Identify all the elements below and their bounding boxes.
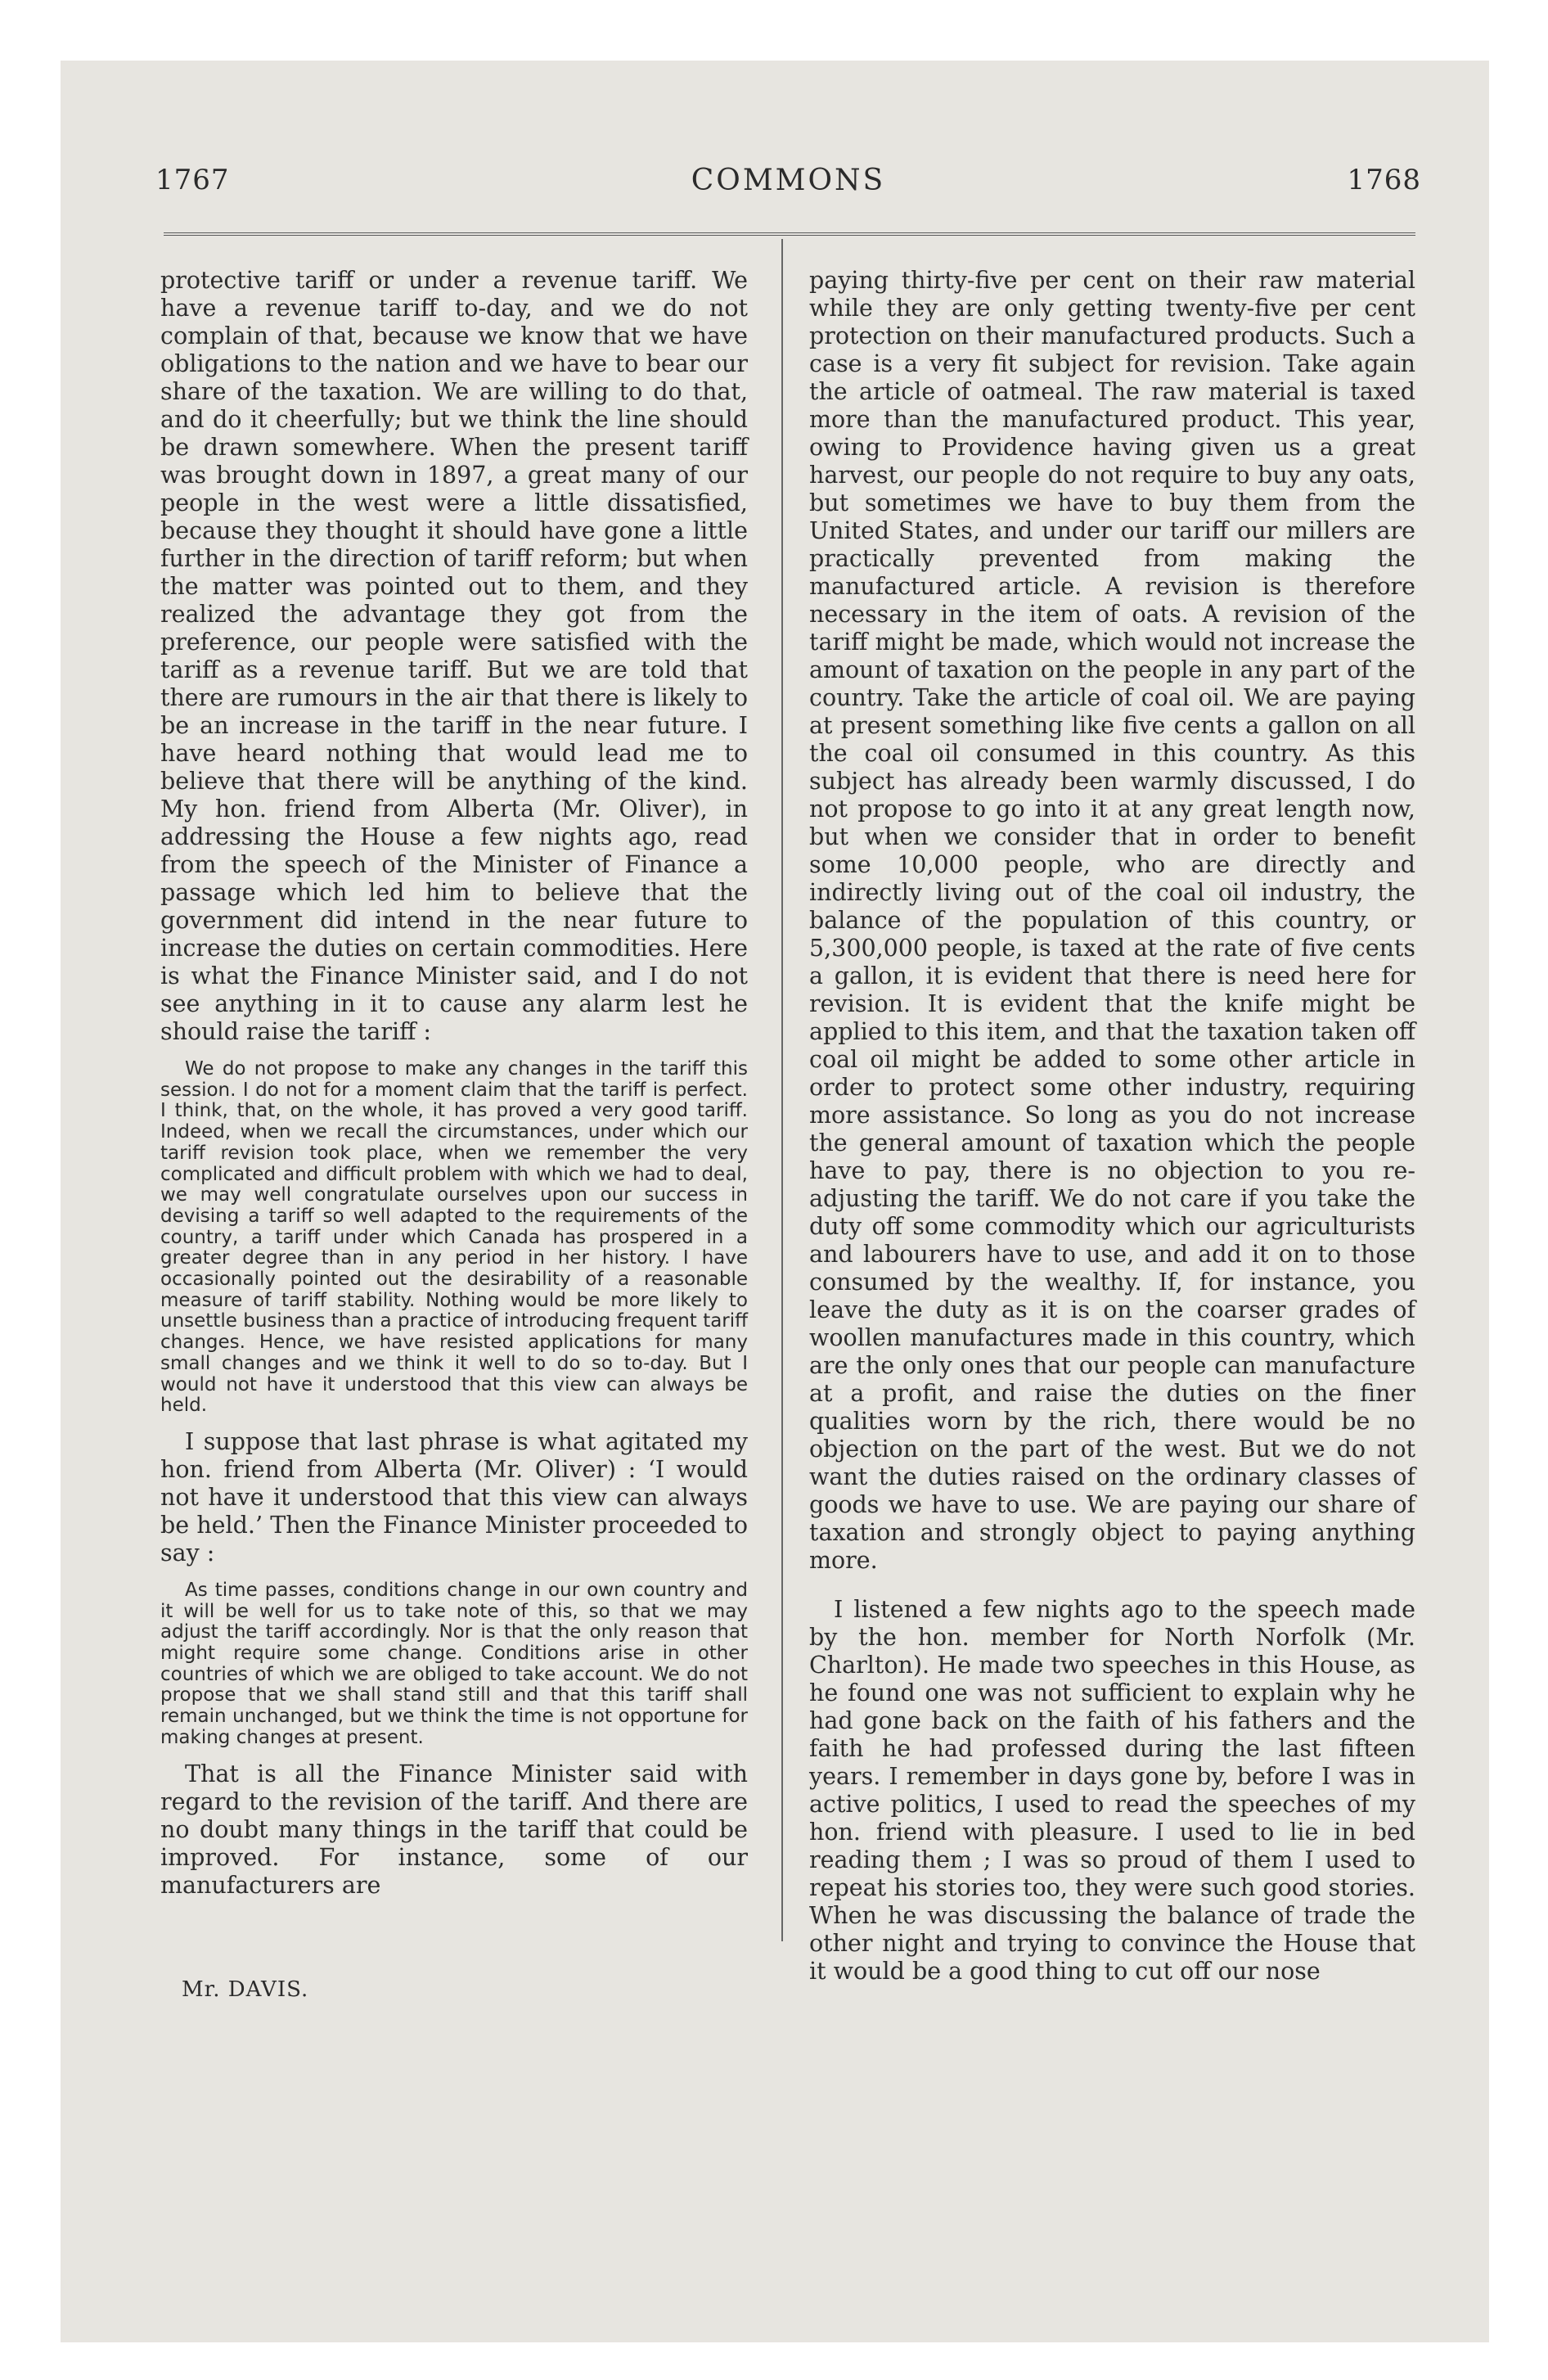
header-rule [164,232,1415,236]
left-paragraph-3: That is all the Finance Minister said with regard to the revision of the tariff. And there are no doubt many things in the tariff that could be improved. For instance, some of our manufacturers are [160,1760,748,1899]
page-number-right: 1768 [1347,164,1421,196]
left-paragraph-1: protective tariff or under a revenue tariff. We have a revenue tariff to-day, and we do not complain of that, because we know that we have obligations to the nation and we have to bear our share of the taxation. We are willing to do that, and do it cheerfully; but we think the line should be drawn somewhere. When the present tariff was brought down in 1897, a great many of our people in the west were a little dissatisfied, because they thought it should have gone a little further in the direction of tariff reform; but when the matter was pointed out to them, and they realized the advantage they got from the preference, our people were satisfied with the tariff as a revenue tariff. But we are told that there are rumours in the air that there is likely to be an increase in the tariff in the near future. I have heard nothing that would lead me to believe that there will be anything of the kind. My hon. friend from Alberta (Mr. Oliver), in addressing the House a few nights ago, read from the speech of the Minister of Finance a passage which led him to believe that the government did intend in the near future to increase the duties on certain commodities. Here is what the Finance Minister said, and I do not see anything in it to cause any alarm lest he should raise the tariff : [160,267,748,1045]
column-divider [781,239,783,1941]
left-column [160,267,748,1977]
page-header [155,164,1421,213]
right-column [809,267,1415,1985]
left-quote-2: As time passes, conditions change in our own country and it will be well for us to take note of this, so that we may adjust the tariff accordingly. Nor is that the only reason that might require some change. Conditions arise in other countries of which we are obliged to take account. We do not propose that we shall stand still and that this tariff shall remain unchanged, but we think the time is not opportune for making changes at present. [160,1579,748,1748]
left-paragraph-2: I suppose that last phrase is what agitated my hon. friend from Alberta (Mr. Oliver) : ‘I would not have it understood that this view can always be held.’ Then the Finance Minister proceeded to say : [160,1427,748,1566]
speaker-footer: Mr. DAVIS. [182,1977,309,2002]
right-paragraph-1: paying thirty-five per cent on their raw material while they are only getting twenty-five per cent protection on their manufactured products. Such a case is a very fit subject for revision. Take again the article of oatmeal. The raw material is taxed more than the manufactured product. This year, owing to Providence having given us a great harvest, our people do not require to buy any oats, but sometimes we have to buy them from the United States, and under our tariff our millers are practically prevented from making the manufactured article. A revision is therefore necessary in the item of oats. A revision of the tariff might be made, which would not increase the amount of taxation on the people in any part of the country. Take the article of coal oil. We are paying at present something like five cents a gallon on all the coal oil consumed in this country. As this subject has already been warmly discussed, I do not propose to go into it at any great length now, but when we consider that in order to benefit some 10,000 people, who are directly and indirectly living out of the coal oil industry, the balance of the population of this country, or 5,300,000 people, is taxed at the rate of five cents a gallon, it is evident that there is need here for revision. It is evident that the knife might be applied to this item, and that the taxation taken off coal oil might be added to some other article in order to protect some other industry, requiring more assistance. So long as you do not increase the general amount of taxation which the people have to pay, there is no objection to you re-adjusting the tariff. We do not care if you take the duty off some commodity which our agriculturists and labourers have to use, and add it on to those consumed by the wealthy. If, for instance, you leave the duty as it is on the coarser grades of woollen manufactures made in this country, which are the only ones that our people can manufacture at a profit, and raise the duties on the finer qualities worn by the rich, there would be no objection on the part of the west. But we do not want the duties raised on the ordinary classes of goods we have to use. We are paying our share of taxation and strongly object to paying anything more. [809,267,1415,1574]
page-title: COMMONS [691,164,886,197]
right-paragraph-2: I listened a few nights ago to the speech made by the hon. member for North Norfolk (Mr. Charlton). He made two speeches in this House, as he found one was not sufficient to explain why he had gone back on the faith of his fathers and the faith he had professed during the last fifteen years. I remember in days gone by, before I was in active politics, I used to read the speeches of my hon. friend with pleasure. I used to lie in bed reading them ; I was so proud of them I used to repeat his stories too, they were such good stories. When he was discussing the balance of trade the other night and trying to convince the House that it would be a good thing to cut off our nose [809,1596,1415,1985]
page-number-left: 1767 [155,164,230,196]
left-quote-1: We do not propose to make any changes in the tariff this session. I do not for a moment claim that the tariff is perfect. I think, that, on the whole, it has proved a very good tariff. Indeed, when we recall the circumstances, under which our tariff revision took place, when we remember the very complicated and difficult problem with which we had to deal, we may well congratulate ourselves upon our success in devising a tariff so well adapted to the requirements of the country, a tariff under which Canada has prospered in a greater degree than in any period in her history. I have occasionally pointed out the desirability of a reasonable measure of tariff stability. Nothing would be more likely to unsettle business than a practice of introducing frequent tariff changes. Hence, we have resisted applications for many small changes and we think it well to do so to-day. But I would not have it understood that this view can always be held. [160,1058,748,1417]
